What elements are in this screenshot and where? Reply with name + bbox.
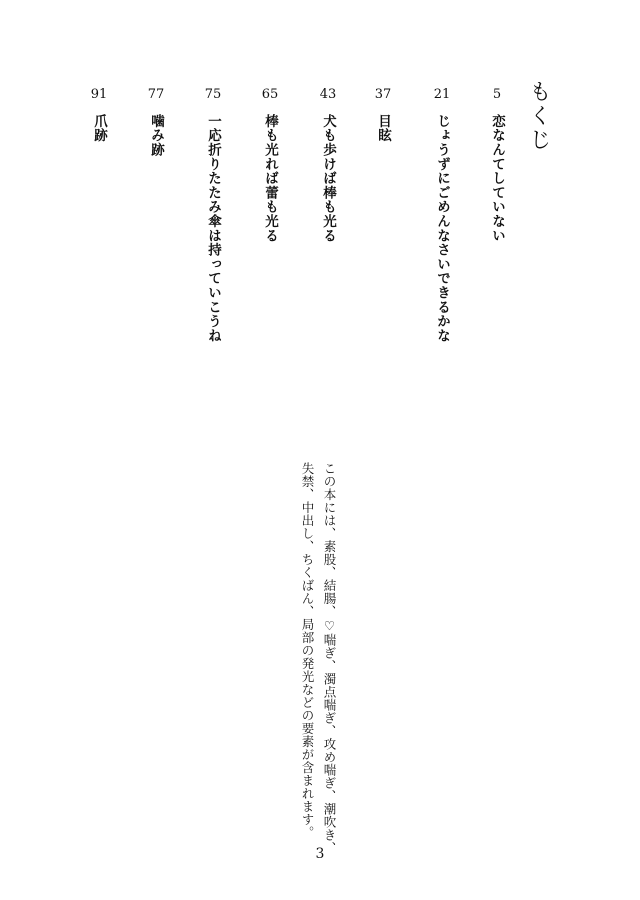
toc-entry-title: 目眩 <box>375 114 391 143</box>
toc-entry-title: じょうずにごめんなさいできるかな <box>434 114 450 343</box>
toc-page-number: 75 <box>204 87 222 102</box>
toc-entry-title: 爪跡 <box>91 114 107 143</box>
toc-entry-title: 恋なんてしていない <box>489 114 505 243</box>
toc-entry-title: 噛み跡 <box>148 114 164 157</box>
toc-page-number: 65 <box>261 87 279 102</box>
toc-page-number: 5 <box>492 87 502 102</box>
toc-entry <box>369 88 397 358</box>
toc-page-number: 77 <box>147 87 165 102</box>
toc-entry-title: 棒も光れば蕾も光る <box>262 114 278 243</box>
toc-entry <box>428 88 456 358</box>
toc-entry <box>483 88 511 358</box>
toc-page-number: 91 <box>90 87 108 102</box>
toc-entry-title: 犬も歩けば棒も光る <box>320 114 336 243</box>
page-number: 3 <box>315 846 325 862</box>
toc-entry <box>142 88 170 358</box>
toc-page-number: 43 <box>319 87 337 102</box>
toc-page-number: 21 <box>433 87 451 102</box>
content-warning-line: この本には、素股、結腸、♡喘ぎ、濁点喘ぎ、攻め喘ぎ、潮吹き、 <box>322 462 337 855</box>
content-warning <box>292 462 340 855</box>
toc-entry <box>85 88 113 358</box>
toc-page-number: 37 <box>374 87 392 102</box>
content-warning-line: 失禁、中出し、ちくばん、局部の発光などの要素が含まれます。 <box>300 462 315 839</box>
toc-title: もくじ <box>526 80 551 152</box>
toc-entry <box>314 88 342 358</box>
toc-entry-title: 一応折りたたみ傘は持っていこうね <box>205 114 221 343</box>
toc-entry <box>256 88 284 358</box>
toc-entry <box>199 88 227 358</box>
